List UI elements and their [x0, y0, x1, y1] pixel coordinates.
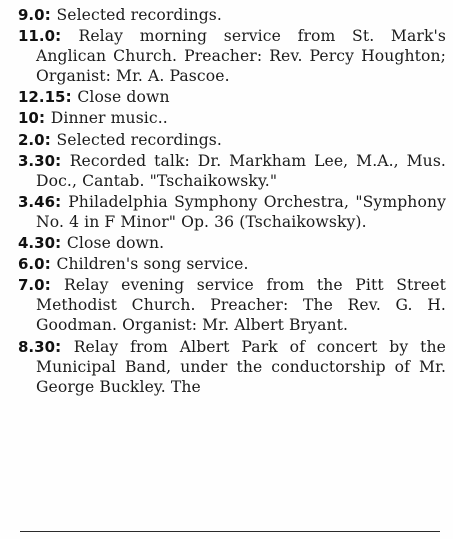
listing-text: Close down.: [66, 234, 165, 253]
listing-text: Relay evening service from the Pitt Street Methodist Church. Preacher: The Rev. G. H. Goodman. Organist: Mr. Albert Bryant.: [36, 276, 446, 335]
listing-time: 6.0: [18, 255, 45, 274]
listing-text: Close down: [77, 88, 170, 107]
listing-text: Philadelphia Symphony Orchestra, "Symphony No. 4 in F Minor" Op. 36 (Tschaikowsky).: [36, 192, 446, 231]
listing-time: 3.30: [18, 151, 56, 170]
listing-entry: 6.0: Children's song service.: [18, 255, 249, 274]
listing-entry: 4.30: Close down.: [18, 234, 165, 253]
listing-time: 2.0: [18, 130, 45, 149]
listing-entry: 8.30: Relay from Albert Park of concert by the Municipal Band, under the conductorship of Mr. George Buckley. The: [18, 337, 446, 396]
listing-text: Dinner music..: [50, 109, 168, 128]
listing-time: 9.0: [18, 6, 45, 24]
listing-time: 4.30: [18, 234, 56, 253]
listing-text: Relay from Albert Park of concert by the Municipal Band, under the conductorship of Mr. George Buckley. The: [36, 337, 446, 396]
listing-entry: 3.46: Philadelphia Symphony Orchestra, "Symphony No. 4 in F Minor" Op. 36 (Tschaikowsky).: [18, 192, 446, 231]
listing-text: Recorded talk: Dr. Markham Lee, M.A., Mus. Doc., Cantab. "Tschaikowsky.": [36, 151, 446, 190]
listing-entry: 7.0: Relay evening service from the Pitt Street Methodist Church. Preacher: The Rev. G. H. Goodman. Organist: Mr. Albert Bryant.: [18, 276, 446, 335]
listing-time: 8.30: [18, 337, 56, 356]
listing-entry: 2.0: Selected recordings.: [18, 130, 222, 149]
column-divider-rule: [20, 531, 440, 532]
listing-text: Children's song service.: [56, 255, 249, 274]
listing-time: 7.0: [18, 276, 45, 295]
listing-text: Selected recordings.: [56, 6, 222, 24]
listing-time: 11.0: [18, 27, 56, 46]
listing-text: Selected recordings.: [56, 130, 222, 149]
listing-text: Relay morning service from St. Mark's Anglican Church. Preacher: Rev. Percy Houghton; Organist: Mr. A. Pascoe.: [36, 27, 446, 86]
listing-time: 3.46: [18, 192, 56, 211]
listing-time: 10: [18, 109, 39, 128]
listing-entry: 3.30: Recorded talk: Dr. Markham Lee, M.A., Mus. Doc., Cantab. "Tschaikowsky.": [18, 151, 446, 190]
listing-entry: 9.0: Selected recordings.: [18, 6, 222, 24]
listing-entry: 12.15: Close down: [18, 88, 170, 107]
listing-entry: 10: Dinner music..: [18, 109, 168, 128]
listing-time: 12.15: [18, 88, 66, 107]
radio-program-listing: [18, 5, 446, 398]
listing-entry: 11.0: Relay morning service from St. Mark's Anglican Church. Preacher: Rev. Percy Houghton; Organist: Mr. A. Pascoe.: [18, 27, 446, 86]
